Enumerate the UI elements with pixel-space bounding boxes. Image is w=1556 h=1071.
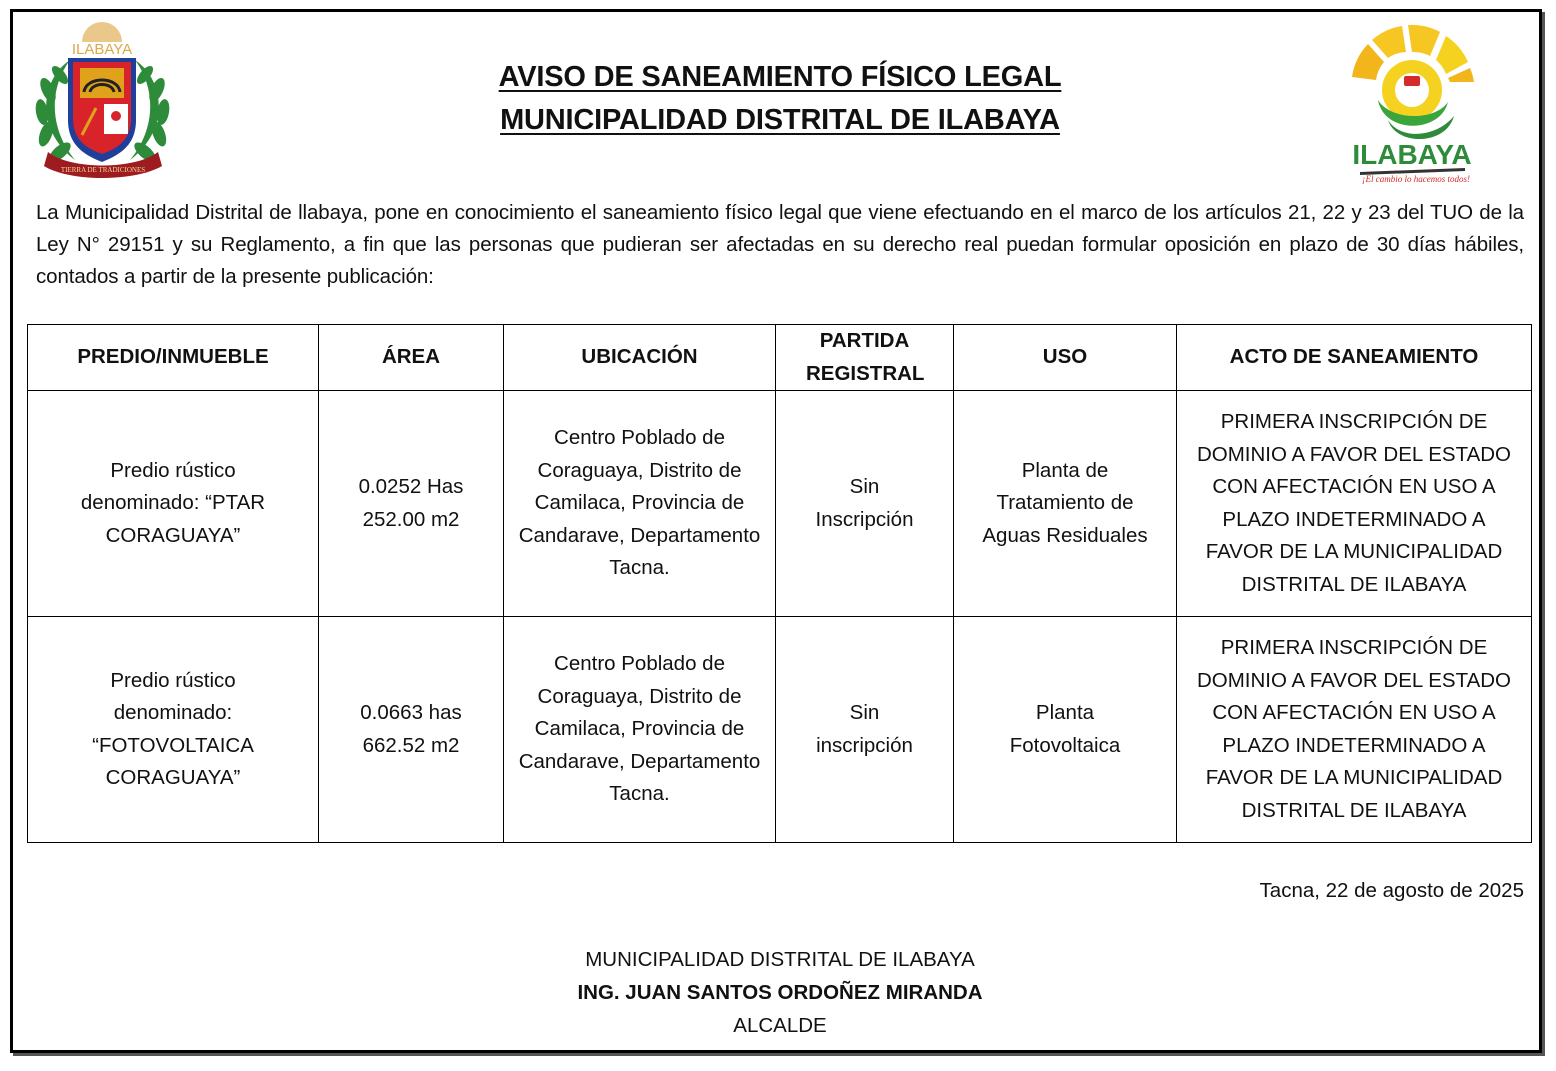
cell-area <box>319 617 504 843</box>
cell-partida: Sin inscripción <box>776 617 954 843</box>
signature-org: MUNICIPALIDAD DISTRITAL DE ILABAYA <box>585 948 975 971</box>
cell-uso: Planta Fotovoltaica <box>954 617 1177 843</box>
crest-motto: TIERRA DE TRADICIONES <box>60 166 146 174</box>
document-title <box>380 56 1180 142</box>
header-predio: PREDIO/INMUEBLE <box>28 325 319 391</box>
signature-block <box>480 943 1080 1042</box>
area-m2: 252.00 m2 <box>362 507 460 531</box>
logo-slogan: ¡El cambio lo hacemos todos! <box>1362 174 1470 184</box>
title-line-1: AVISO DE SANEAMIENTO FÍSICO LEGAL <box>498 61 1062 93</box>
header-partida: PARTIDA REGISTRAL <box>776 325 954 391</box>
cell-area <box>319 391 504 617</box>
signature-role: ALCALDE <box>733 1014 827 1037</box>
table-header-row <box>28 325 1532 391</box>
cell-predio: Predio rústico denominado: “PTAR CORAGUAYA” <box>28 391 319 617</box>
logo-text: ILABAYA <box>1352 139 1472 170</box>
cell-acto: PRIMERA INSCRIPCIÓN DE DOMINIO A FAVOR DEL ESTADO CON AFECTACIÓN EN USO A PLAZO INDETERMINADO A FAVOR DE LA MUNICIPALIDAD DISTRITAL DE ILABAYA <box>1177 391 1532 617</box>
table-row <box>28 617 1532 843</box>
crest-text: ILABAYA <box>71 41 133 58</box>
cell-ubicacion: Centro Poblado de Coraguaya, Distrito de Camilaca, Provincia de Candarave, Departamento Tacna. <box>504 391 776 617</box>
header-uso: USO <box>954 325 1177 391</box>
header-area: ÁREA <box>319 325 504 391</box>
document-date: Tacna, 22 de agosto de 2025 <box>1259 879 1524 902</box>
laurel-right-icon <box>130 60 171 165</box>
cell-partida: Sin Inscripción <box>776 391 954 617</box>
cell-uso: Planta de Tratamiento de Aguas Residuales <box>954 391 1177 617</box>
cell-predio: Predio rústico denominado: “FOTOVOLTAICA CORAGUAYA” <box>28 617 319 843</box>
header-acto: ACTO DE SANEAMIENTO <box>1177 325 1532 391</box>
header-ubicacion: UBICACIÓN <box>504 325 776 391</box>
tractor-icon <box>1404 76 1420 86</box>
sun-icon <box>82 22 122 42</box>
ilabaya-crest-logo <box>30 20 175 180</box>
title-line-2: MUNICIPALIDAD DISTRITAL DE ILABAYA <box>500 104 1060 136</box>
cell-ubicacion: Centro Poblado de Coraguaya, Distrito de Camilaca, Provincia de Candarave, Departamento Tacna. <box>504 617 776 843</box>
area-m2: 662.52 m2 <box>362 733 460 757</box>
intro-paragraph: La Municipalidad Distrital de llabaya, pone en conocimiento el saneamiento físico legal que viene efectuando en el marco de los artículos 21, 22 y 23 del TUO de la Ley N° 29151 y su Reglamento, a fin que las personas que pudieran ser afectadas en su derecho real puedan formular oposición en plazo de 30 días hábiles, contados a partir de la presente publicación: <box>36 201 1524 288</box>
area-has: 0.0252 Has <box>358 475 464 498</box>
sanitation-table <box>27 324 1532 843</box>
cell-acto: PRIMERA INSCRIPCIÓN DE DOMINIO A FAVOR DEL ESTADO CON AFECTACIÓN EN USO A PLAZO INDETERMINADO A FAVOR DE LA MUNICIPALIDAD DISTRITAL DE ILABAYA <box>1177 617 1532 843</box>
area-has: 0.0663 has <box>360 701 462 724</box>
signature-name: ING. JUAN SANTOS ORDOÑEZ MIRANDA <box>577 981 983 1004</box>
table-row <box>28 391 1532 617</box>
ilabaya-campaign-logo <box>1340 22 1485 184</box>
